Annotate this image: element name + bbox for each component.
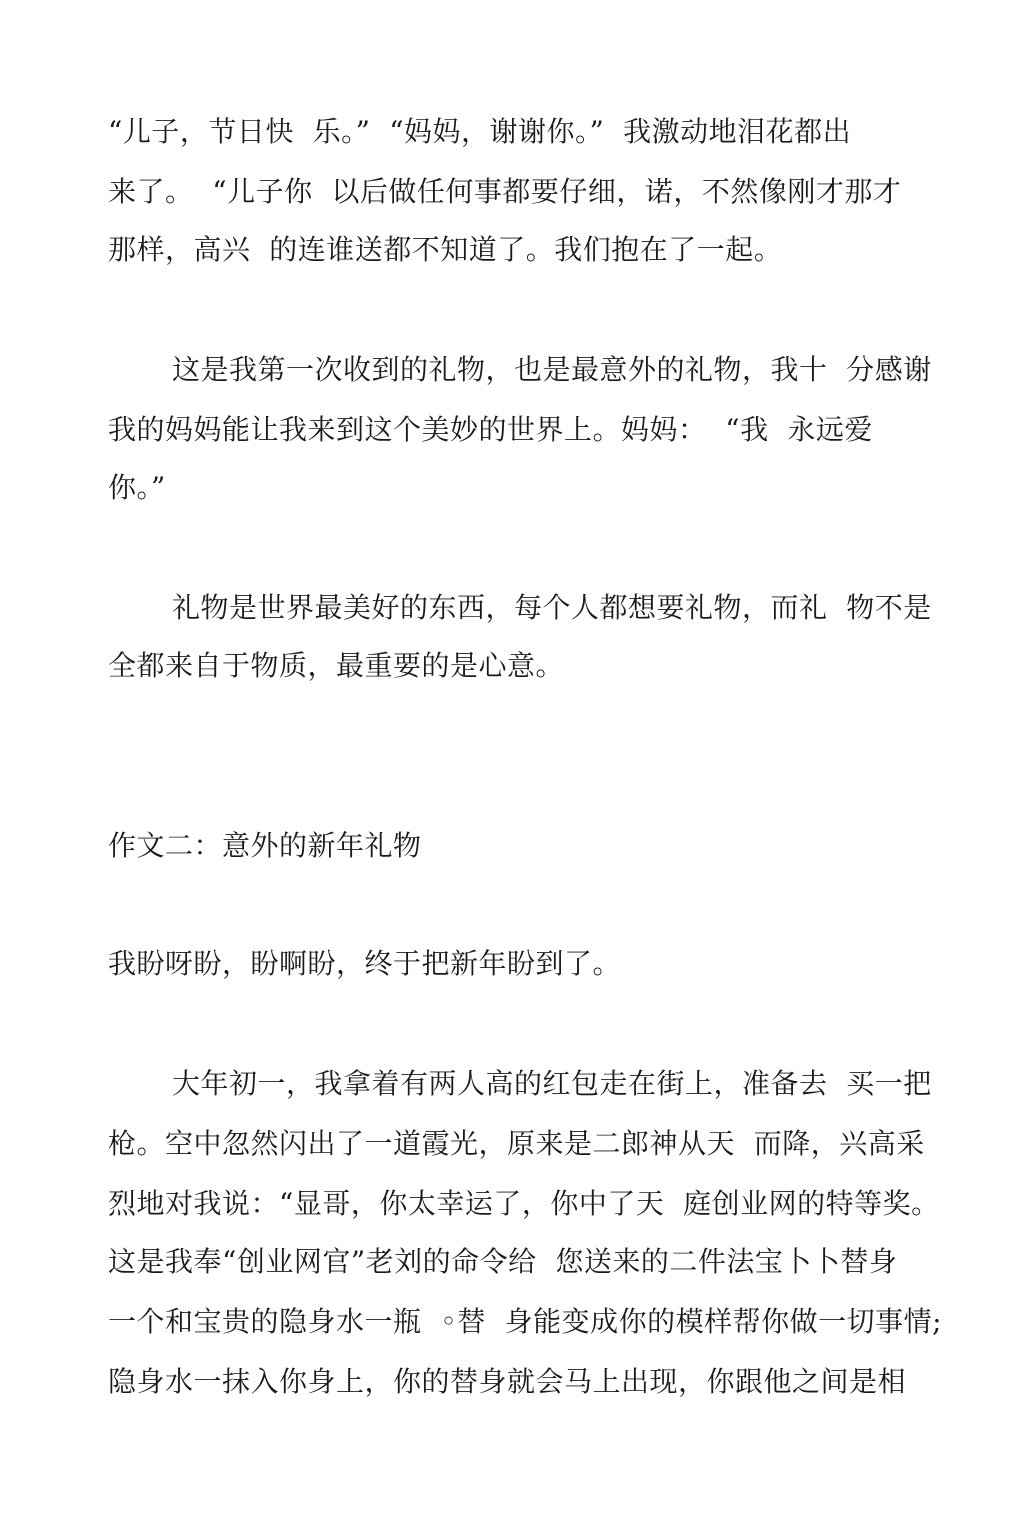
paragraph-6-line-2: 枪。空中忽然闪出了一道霞光，原来是二郎神从天 而降，兴高采 <box>108 1127 925 1160</box>
paragraph-2-line-1: 这是我第一次收到的礼物，也是最意外的礼物，我十 分感谢 <box>172 353 932 386</box>
paragraph-5-line-1: 我盼呀盼，盼啊盼，终于把新年盼到了。 <box>108 947 622 980</box>
paragraph-6-line-6: 隐身水一抹入你身上，你的替身就会马上出现，你跟他之间是相 <box>108 1365 907 1398</box>
paragraph-2-line-3: 你。” <box>108 471 166 504</box>
paragraph-1-line-2: 来了。 “儿子你 以后做任何事都要仔细，诺，不然像刚才那才 <box>108 175 902 208</box>
paragraph-3-line-2: 全都来自于物质，最重要的是心意。 <box>108 649 565 682</box>
paragraph-1-line-1: “儿子，节日快 乐。” “妈妈，谢谢你。” 我激动地泪花都出 <box>108 115 852 148</box>
paragraph-3-line-1: 礼物是世界最美好的东西，每个人都想要礼物，而礼 物不是 <box>172 591 932 624</box>
paragraph-1-line-3: 那样，高兴 的连谁送都不知道了。我们抱在了一起。 <box>108 233 783 266</box>
paragraph-6-line-1: 大年初一，我拿着有两人高的红包走在街上，准备去 买一把 <box>172 1067 932 1100</box>
paragraph-6-line-5: 一个和宝贵的隐身水一瓶 ◦替 身能变成你的模样帮你做一切事情; <box>108 1305 943 1338</box>
section-heading: 作文二：意外的新年礼物 <box>108 829 422 862</box>
paragraph-6-line-3: 烈地对我说：“显哥，你太幸运了，你中了天 庭创业网的特等奖。 <box>108 1187 940 1220</box>
paragraph-2-line-2: 我的妈妈能让我来到这个美妙的世界上。妈妈： “我 永远爱 <box>108 413 873 446</box>
paragraph-6-line-4: 这是我奉“创业网官”老刘的命令给 您送来的二件法宝卜卜替身 <box>108 1245 898 1278</box>
